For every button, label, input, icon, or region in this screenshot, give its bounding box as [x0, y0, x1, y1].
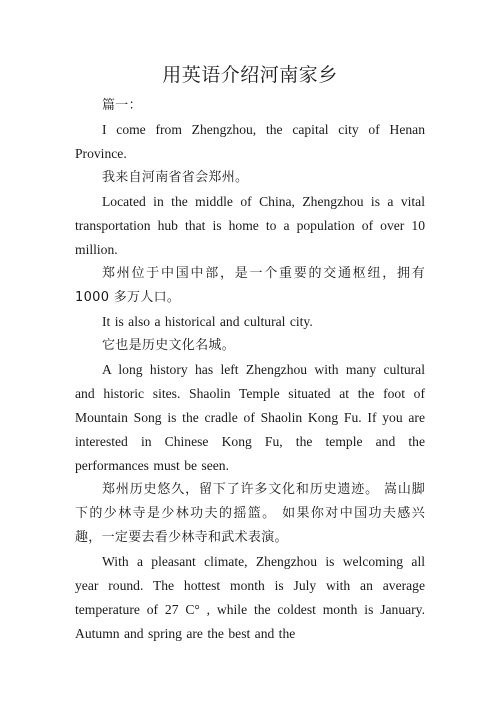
paragraph-cn-3: 它也是历史文化名城。 [102, 338, 236, 353]
document-page [75, 58, 425, 646]
paragraph-cn-2: 郑州位于中国中部，是一个重要的交通枢纽，拥有 1000 多万人口。 [75, 266, 425, 305]
paragraph-en-1: I come from Zhengzhou, the capital city of Henan Province. [75, 122, 425, 161]
document-title: 用英语介绍河南家乡 [162, 64, 338, 86]
paragraph-en-3: It is also a historical and cultural city. [102, 314, 313, 329]
section-heading: 篇一： [102, 98, 142, 113]
paragraph-cn-4: 郑州历史悠久，留下了许多文化和历史遗迹。 嵩山脚下的少林寺是少林功夫的摇篮。 如果你对中国功夫感兴趣，一定要去看少林寺和武术表演。 [75, 482, 425, 545]
paragraph-en-5: With a pleasant climate, Zhengzhou is welcoming all year round. The hottest month is July with an average temperature of 27 C° , while the coldest month is January. Autumn and spring are the best and the [75, 554, 425, 641]
paragraph-en-4: A long history has left Zhengzhou with many cultural and historic sites. Shaolin Temple situated at the foot of Mountain Song is the cradle of Shaolin Kong Fu. If you are interested in Chinese Kong Fu, the temple and the performances must be seen. [75, 362, 425, 473]
paragraph-en-2: Located in the middle of China, Zhengzhou is a vital transportation hub that is home to a population of over 10 million. [75, 194, 425, 257]
paragraph-cn-1: 我来自河南省省会郑州。 [102, 170, 249, 185]
